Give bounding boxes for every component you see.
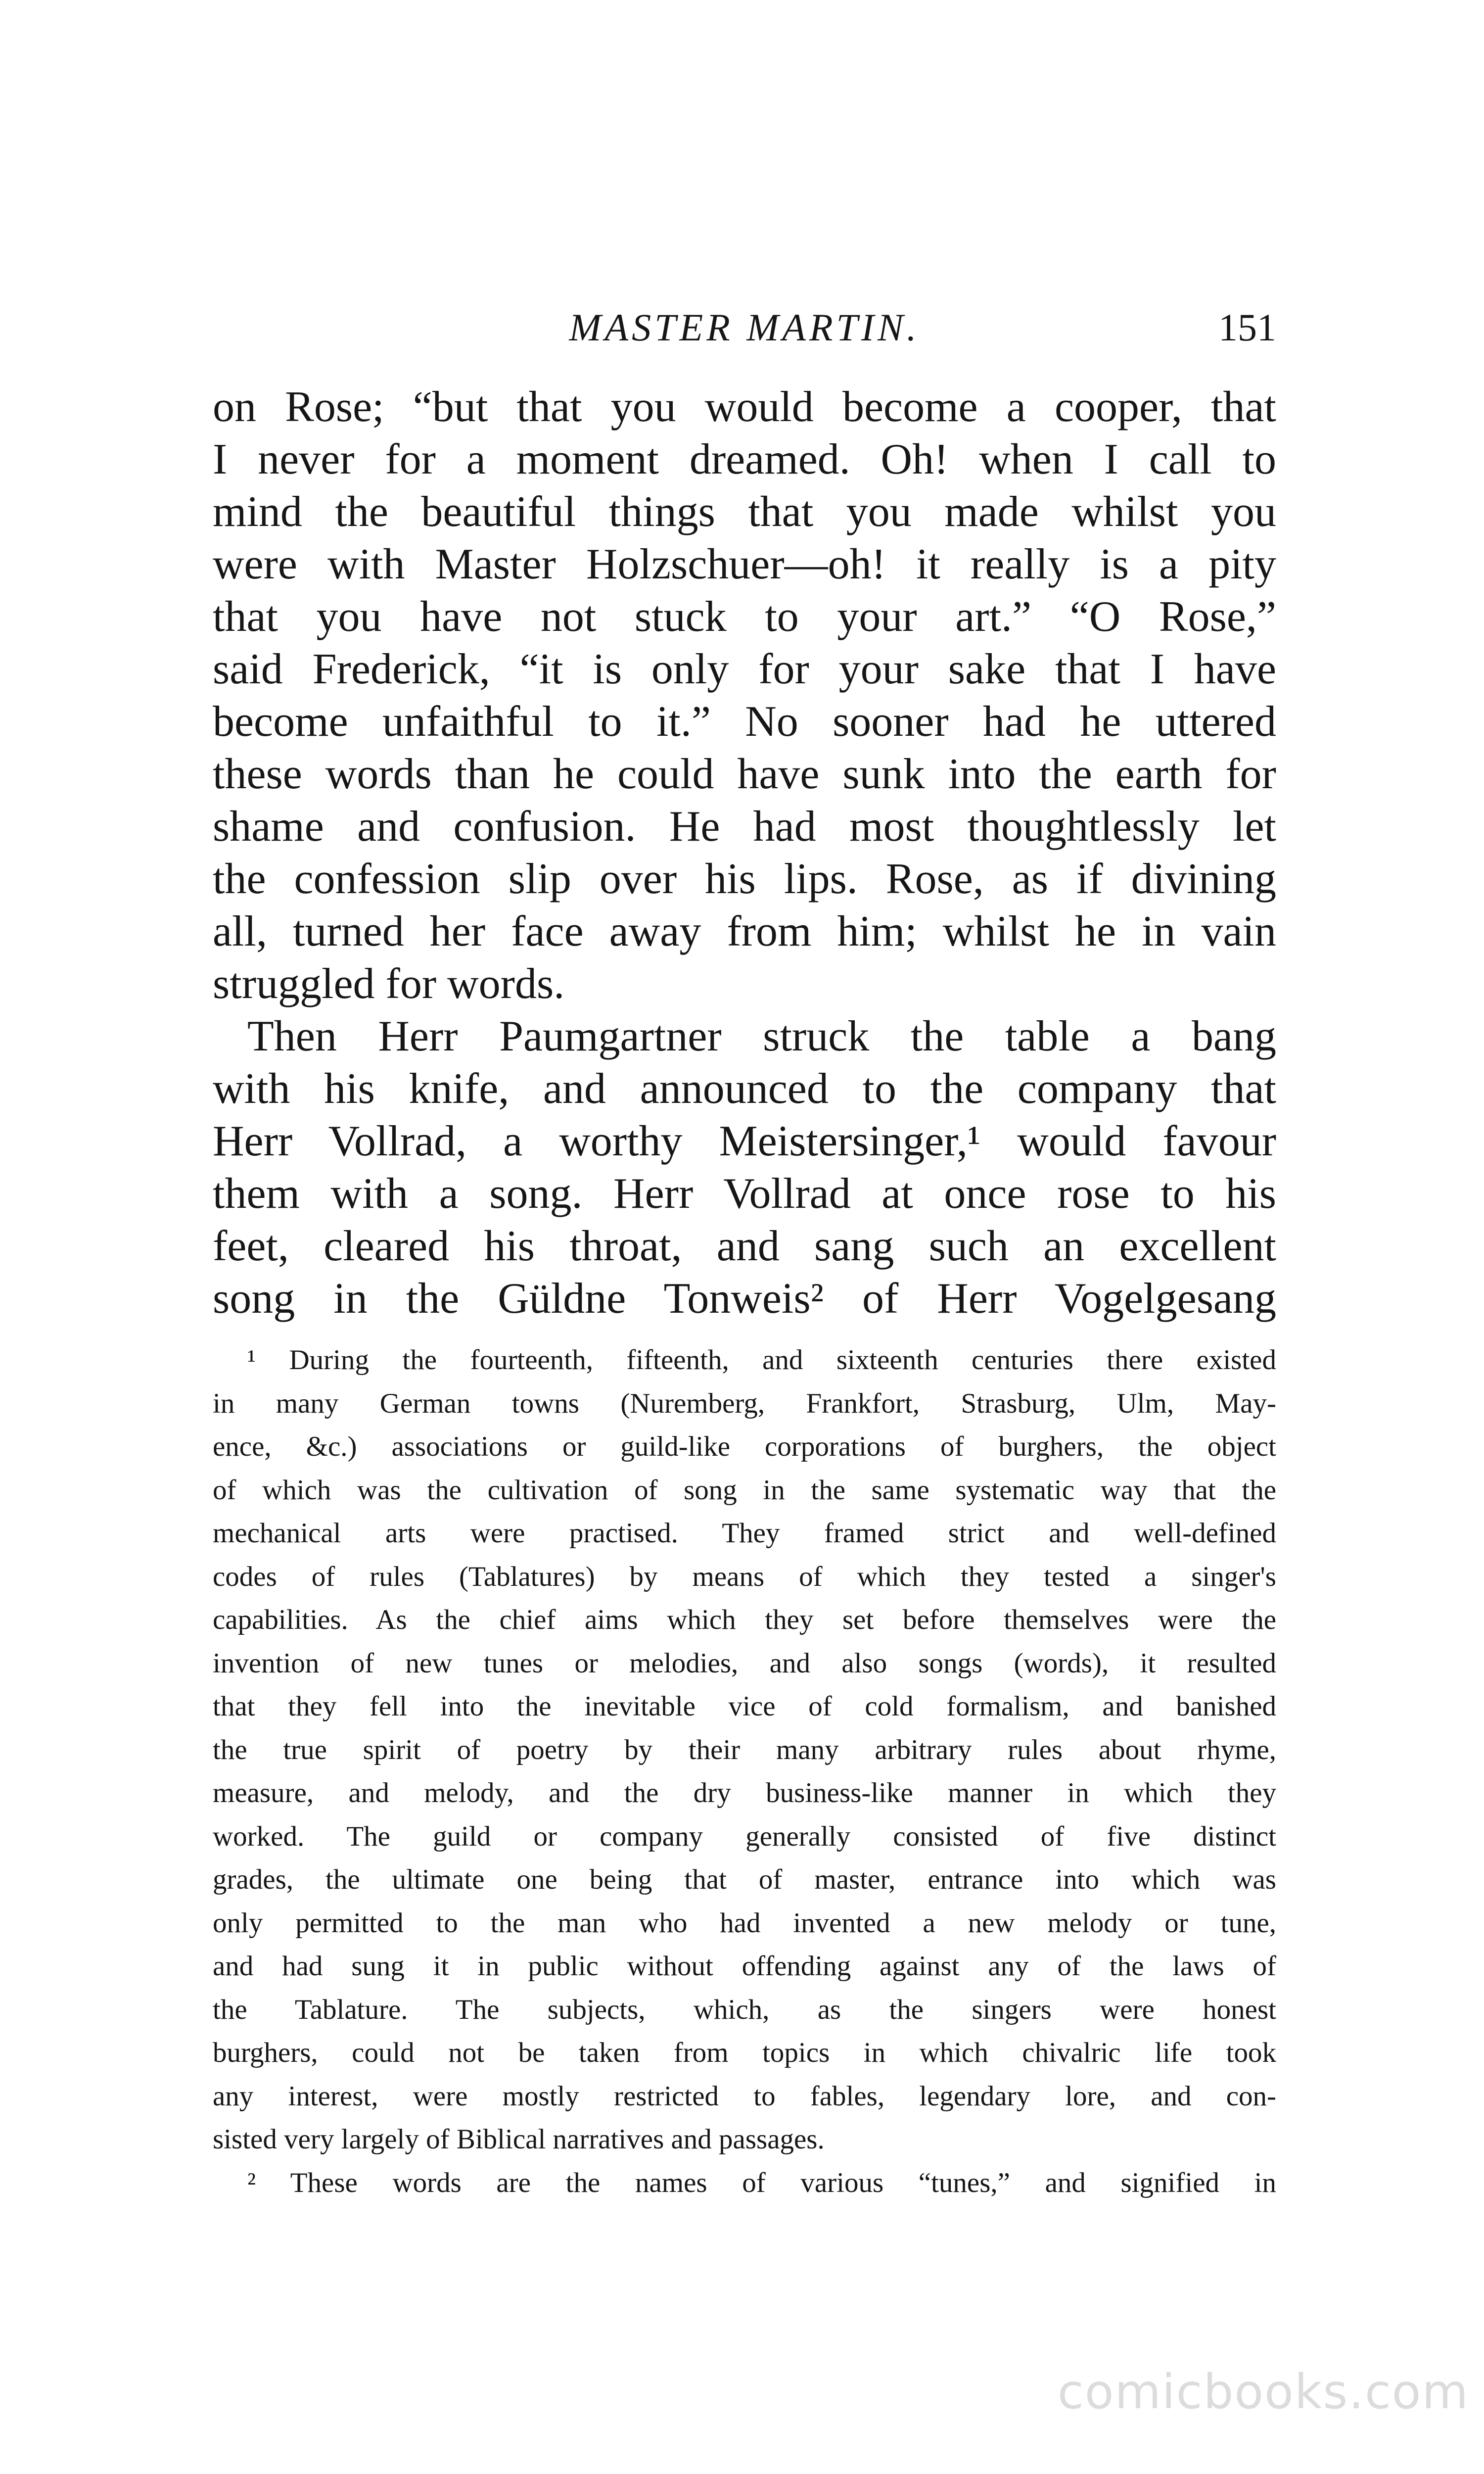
footnote-line: burghers, could not be taken from topics in which chivalric life took	[213, 2037, 1276, 2068]
footnote-line: that they fell into the inevitable vice of cold formalism, and banished	[213, 1691, 1276, 1722]
footnote-line: ¹ During the fourteenth, fifteenth, and sixteenth centuries there existed	[247, 1344, 1276, 1376]
footnote-line: only permitted to the man who had invented a new melody or tune,	[213, 1907, 1276, 1939]
footnote-line: ² These words are the names of various “tunes,” and signified in	[247, 2167, 1276, 2198]
text-line: Herr Vollrad, a worthy Meistersinger,¹ would favour	[213, 1117, 1276, 1165]
footnote-line: worked. The guild or company generally consisted of five distinct	[213, 1820, 1276, 1852]
text-line: them with a song. Herr Vollrad at once rose to his	[213, 1170, 1276, 1218]
text-line: struggled for words.	[213, 960, 565, 1008]
footnote-line: mechanical arts were practised. They framed strict and well-defined	[213, 1518, 1276, 1549]
text-line: shame and confusion. He had most thoughtlessly let	[213, 803, 1276, 851]
watermark: comicbooks.com	[1057, 2364, 1469, 2420]
text-line: mind the beautiful things that you made whilst you	[213, 488, 1276, 536]
text-line: I never for a moment dreamed. Oh! when I call to	[213, 435, 1276, 483]
footnote-line: invention of new tunes or melodies, and also songs (words), it resulted	[213, 1647, 1276, 1679]
footnote-line: ence, &c.) associations or guild-like corporations of burghers, the object	[213, 1431, 1276, 1462]
text-line: all, turned her face away from him; whilst he in vain	[213, 907, 1276, 955]
text-line: song in the Güldne Tonweis² of Herr Vogelgesang	[213, 1275, 1276, 1323]
text-line: that you have not stuck to your art.” “O Rose,”	[213, 593, 1276, 641]
footnote-line: in many German towns (Nuremberg, Frankfort, Strasburg, Ulm, May-	[213, 1387, 1276, 1419]
text-line: these words than he could have sunk into the earth for	[213, 750, 1276, 798]
footnote-line: capabilities. As the chief aims which they set before themselves were the	[213, 1604, 1276, 1635]
footnote-line: any interest, were mostly restricted to fables, legendary lore, and con-	[213, 2080, 1276, 2112]
page-number: 151	[1218, 306, 1276, 349]
footnote-line: sisted very largely of Biblical narratives and passages.	[213, 2124, 825, 2155]
footnote-line: measure, and melody, and the dry business-like manner in which they	[213, 1777, 1276, 1808]
footnote-line: codes of rules (Tablatures) by means of which they tested a singer's	[213, 1561, 1276, 1592]
footnote-line: grades, the ultimate one being that of master, entrance into which was	[213, 1864, 1276, 1895]
footnote-line: the Tablature. The subjects, which, as the singers were honest	[213, 1994, 1276, 2025]
footnotes	[213, 1338, 1276, 2204]
text-line: were with Master Holzschuer—oh! it really is a pity	[213, 540, 1276, 588]
text-line: on Rose; “but that you would become a cooper, that	[213, 383, 1276, 431]
running-head	[213, 303, 1276, 362]
text-line: become unfaithful to it.” No sooner had he uttered	[213, 698, 1276, 746]
main-text	[213, 381, 1276, 1325]
footnote-line: the true spirit of poetry by their many arbitrary rules about rhyme,	[213, 1734, 1276, 1765]
text-line: said Frederick, “it is only for your sake that I have	[213, 645, 1276, 693]
footnote-line: of which was the cultivation of song in the same systematic way that the	[213, 1474, 1276, 1506]
text-line: Then Herr Paumgartner struck the table a bang	[247, 1012, 1276, 1060]
footnote-line: and had sung it in public without offending against any of the laws of	[213, 1951, 1276, 1982]
running-title: MASTER MARTIN.	[569, 306, 920, 349]
text-line: with his knife, and announced to the company that	[213, 1065, 1276, 1113]
text-line: the confession slip over his lips. Rose, as if divining	[213, 855, 1276, 903]
text-line: feet, cleared his throat, and sang such an excellent	[213, 1222, 1276, 1270]
